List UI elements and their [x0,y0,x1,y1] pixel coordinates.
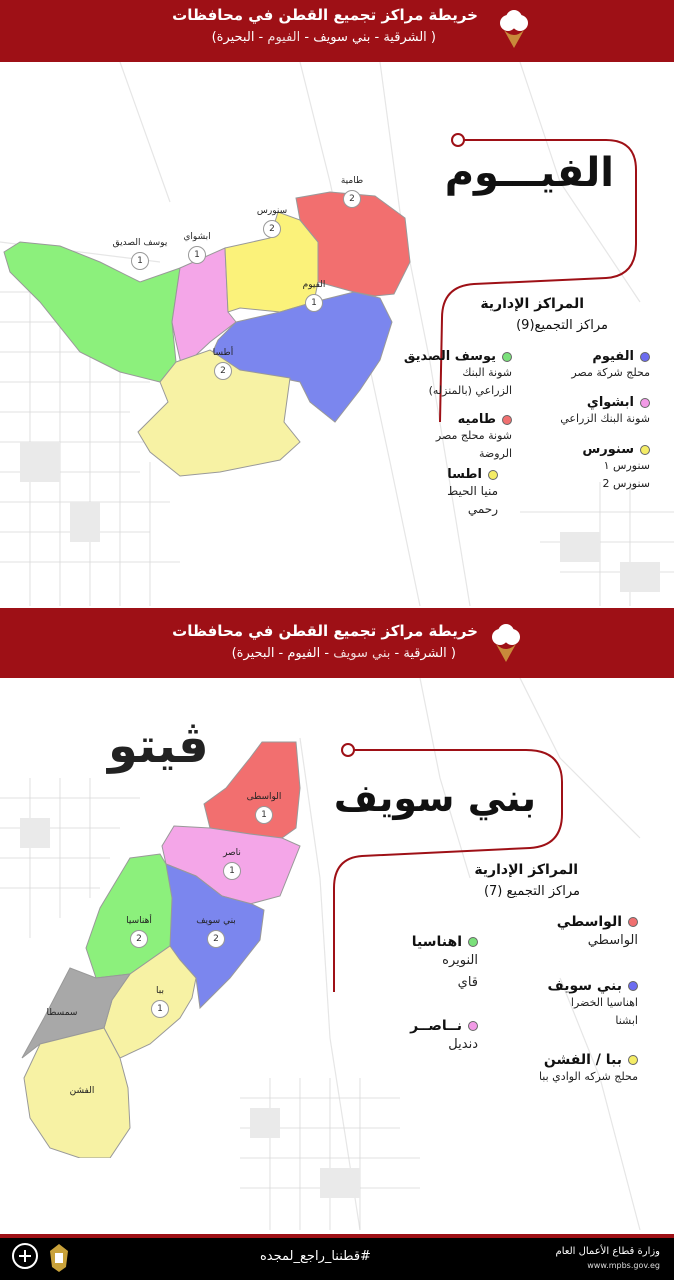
center-site: شونة البنك الزراعي [560,412,650,425]
legend-dot [468,937,478,947]
center-site: النويره [442,953,478,968]
center-name: سنورس [582,442,634,457]
governorate-title: الفيـــوم [444,150,614,196]
center-item [548,978,638,1030]
header-subtitle [232,646,456,661]
ministry-logo-icon [10,1241,40,1275]
region-count-badge: 2 [343,190,361,208]
footer [0,1234,674,1280]
center-name: اطسا [447,467,482,482]
vito-watermark-logo: ڤيتو [108,718,209,774]
center-item [404,349,512,400]
center-name: نــاصــر [410,1018,462,1034]
region-label: ببا [156,986,164,996]
center-item [539,1052,638,1086]
cotton-icon [498,10,530,50]
center-site: ابشنا [615,1014,638,1027]
region-label: سنورس [256,206,288,216]
center-name: ببا / الفشن [543,1052,622,1068]
fayoum-panel [0,62,674,606]
legend-dot [640,445,650,455]
subtitle-highlight: الفيوم [267,30,301,45]
subtitle-part: ( الشرقية - بني سويف - [300,30,436,45]
admin-heading: المراكز الإدارية [480,296,584,312]
legend-dot [488,470,498,480]
ministry-url: www.mpbs.gov.eg [587,1261,660,1270]
region-count-badge: 2 [214,362,232,380]
region-label: أهناسيا [126,916,152,926]
center-site: شونة محلج مصر [435,429,512,442]
region-count-badge: 2 [130,930,148,948]
center-name: الفيوم [592,349,634,364]
egypt-emblem-icon [44,1241,74,1275]
center-site: منيا الحيط [447,484,498,498]
admin-heading: المراكز الإدارية [474,862,578,878]
legend-dot [502,415,512,425]
region-label: الفيوم [302,280,326,290]
region-count-badge: 1 [255,806,273,824]
header-subtitle [212,30,436,45]
region-label: أطسا [212,348,234,358]
region-label: سمسطا [46,1008,78,1018]
center-name: ابشواي [586,395,634,410]
subtitle-part: - الفيوم - البحيرة) [231,646,334,661]
region-label: ناصر [223,848,241,858]
center-site: شونة البنك [462,366,512,379]
center-site: سنورس ١ [603,459,650,472]
region-count-badge: 2 [263,220,281,238]
center-site: قاي [457,975,478,990]
center-item [560,395,650,428]
center-site: دنديل [448,1037,478,1052]
subtitle-part: - البحيرة) [211,30,268,45]
legend-dot [628,1055,638,1065]
header-banner [0,0,674,62]
region-label: الفشن [69,1086,95,1096]
legend-dot [628,981,638,991]
cotton-icon [490,624,522,664]
legend-dot [640,352,650,362]
region-el-wasta [204,742,300,838]
center-site: الروضة [478,447,512,460]
center-item [557,914,638,952]
center-site: اهناسيا الخضرا [570,996,638,1009]
region-count-badge: 1 [305,294,323,312]
center-item [436,412,512,463]
campaign-hashtag: #قطننا_راجع_لمجده [260,1249,371,1264]
center-site: محلج شركه الوادي ببا [538,1070,638,1083]
region-label: ابشواي [183,232,211,242]
center-name: اهناسيا [411,934,462,950]
subtitle-highlight: بني سويف [333,646,391,661]
center-site: سنورس 2 [602,477,650,490]
center-name: الواسطي [556,914,622,930]
center-name: طاميه [457,412,496,427]
center-item [571,349,650,382]
center-site: رحمي [467,502,498,516]
region-yousef-el-seddik [4,242,180,382]
center-site: الواسطي [587,933,638,948]
ministry-name: وزارة قطاع الأعمال العام [555,1246,660,1257]
legend-dot [468,1021,478,1031]
footer-divider [0,1234,674,1238]
center-item [410,1018,478,1056]
region-label: طامية [340,176,364,186]
header-title: خريطة مراكز تجميع القطن في محافظات [172,622,478,640]
center-site: الزراعي (بالمنزله) [428,384,512,397]
center-item [412,934,478,994]
region-label: بني سويف [196,916,236,926]
region-label: يوسف الصديق [112,238,168,248]
benisuef-panel [0,678,674,1230]
center-name: يوسف الصديق [403,349,496,364]
center-name: بني سويف [547,978,622,994]
legend-dot [502,352,512,362]
region-count-badge: 1 [151,1000,169,1018]
region-count-badge: 1 [188,246,206,264]
header-title: خريطة مراكز تجميع القطن في محافظات [172,6,478,24]
region-count-badge: 2 [207,930,225,948]
header-banner [0,608,674,678]
collection-count: مراكز التجميع (7) [483,884,580,899]
fayoum-map [0,182,430,482]
subtitle-part: ( الشرقية - [390,646,456,661]
center-item [582,442,650,493]
region-count-badge: 1 [223,862,241,880]
legend-dot [628,917,638,927]
collection-count: مراكز التجميع(9) [516,318,608,333]
center-item [447,467,498,518]
region-label: الواسطى [246,792,282,802]
legend-dot [640,398,650,408]
governorate-title: بني سويف [333,776,536,820]
center-site: محلج شركة مصر [571,366,650,379]
region-count-badge: 1 [131,252,149,270]
